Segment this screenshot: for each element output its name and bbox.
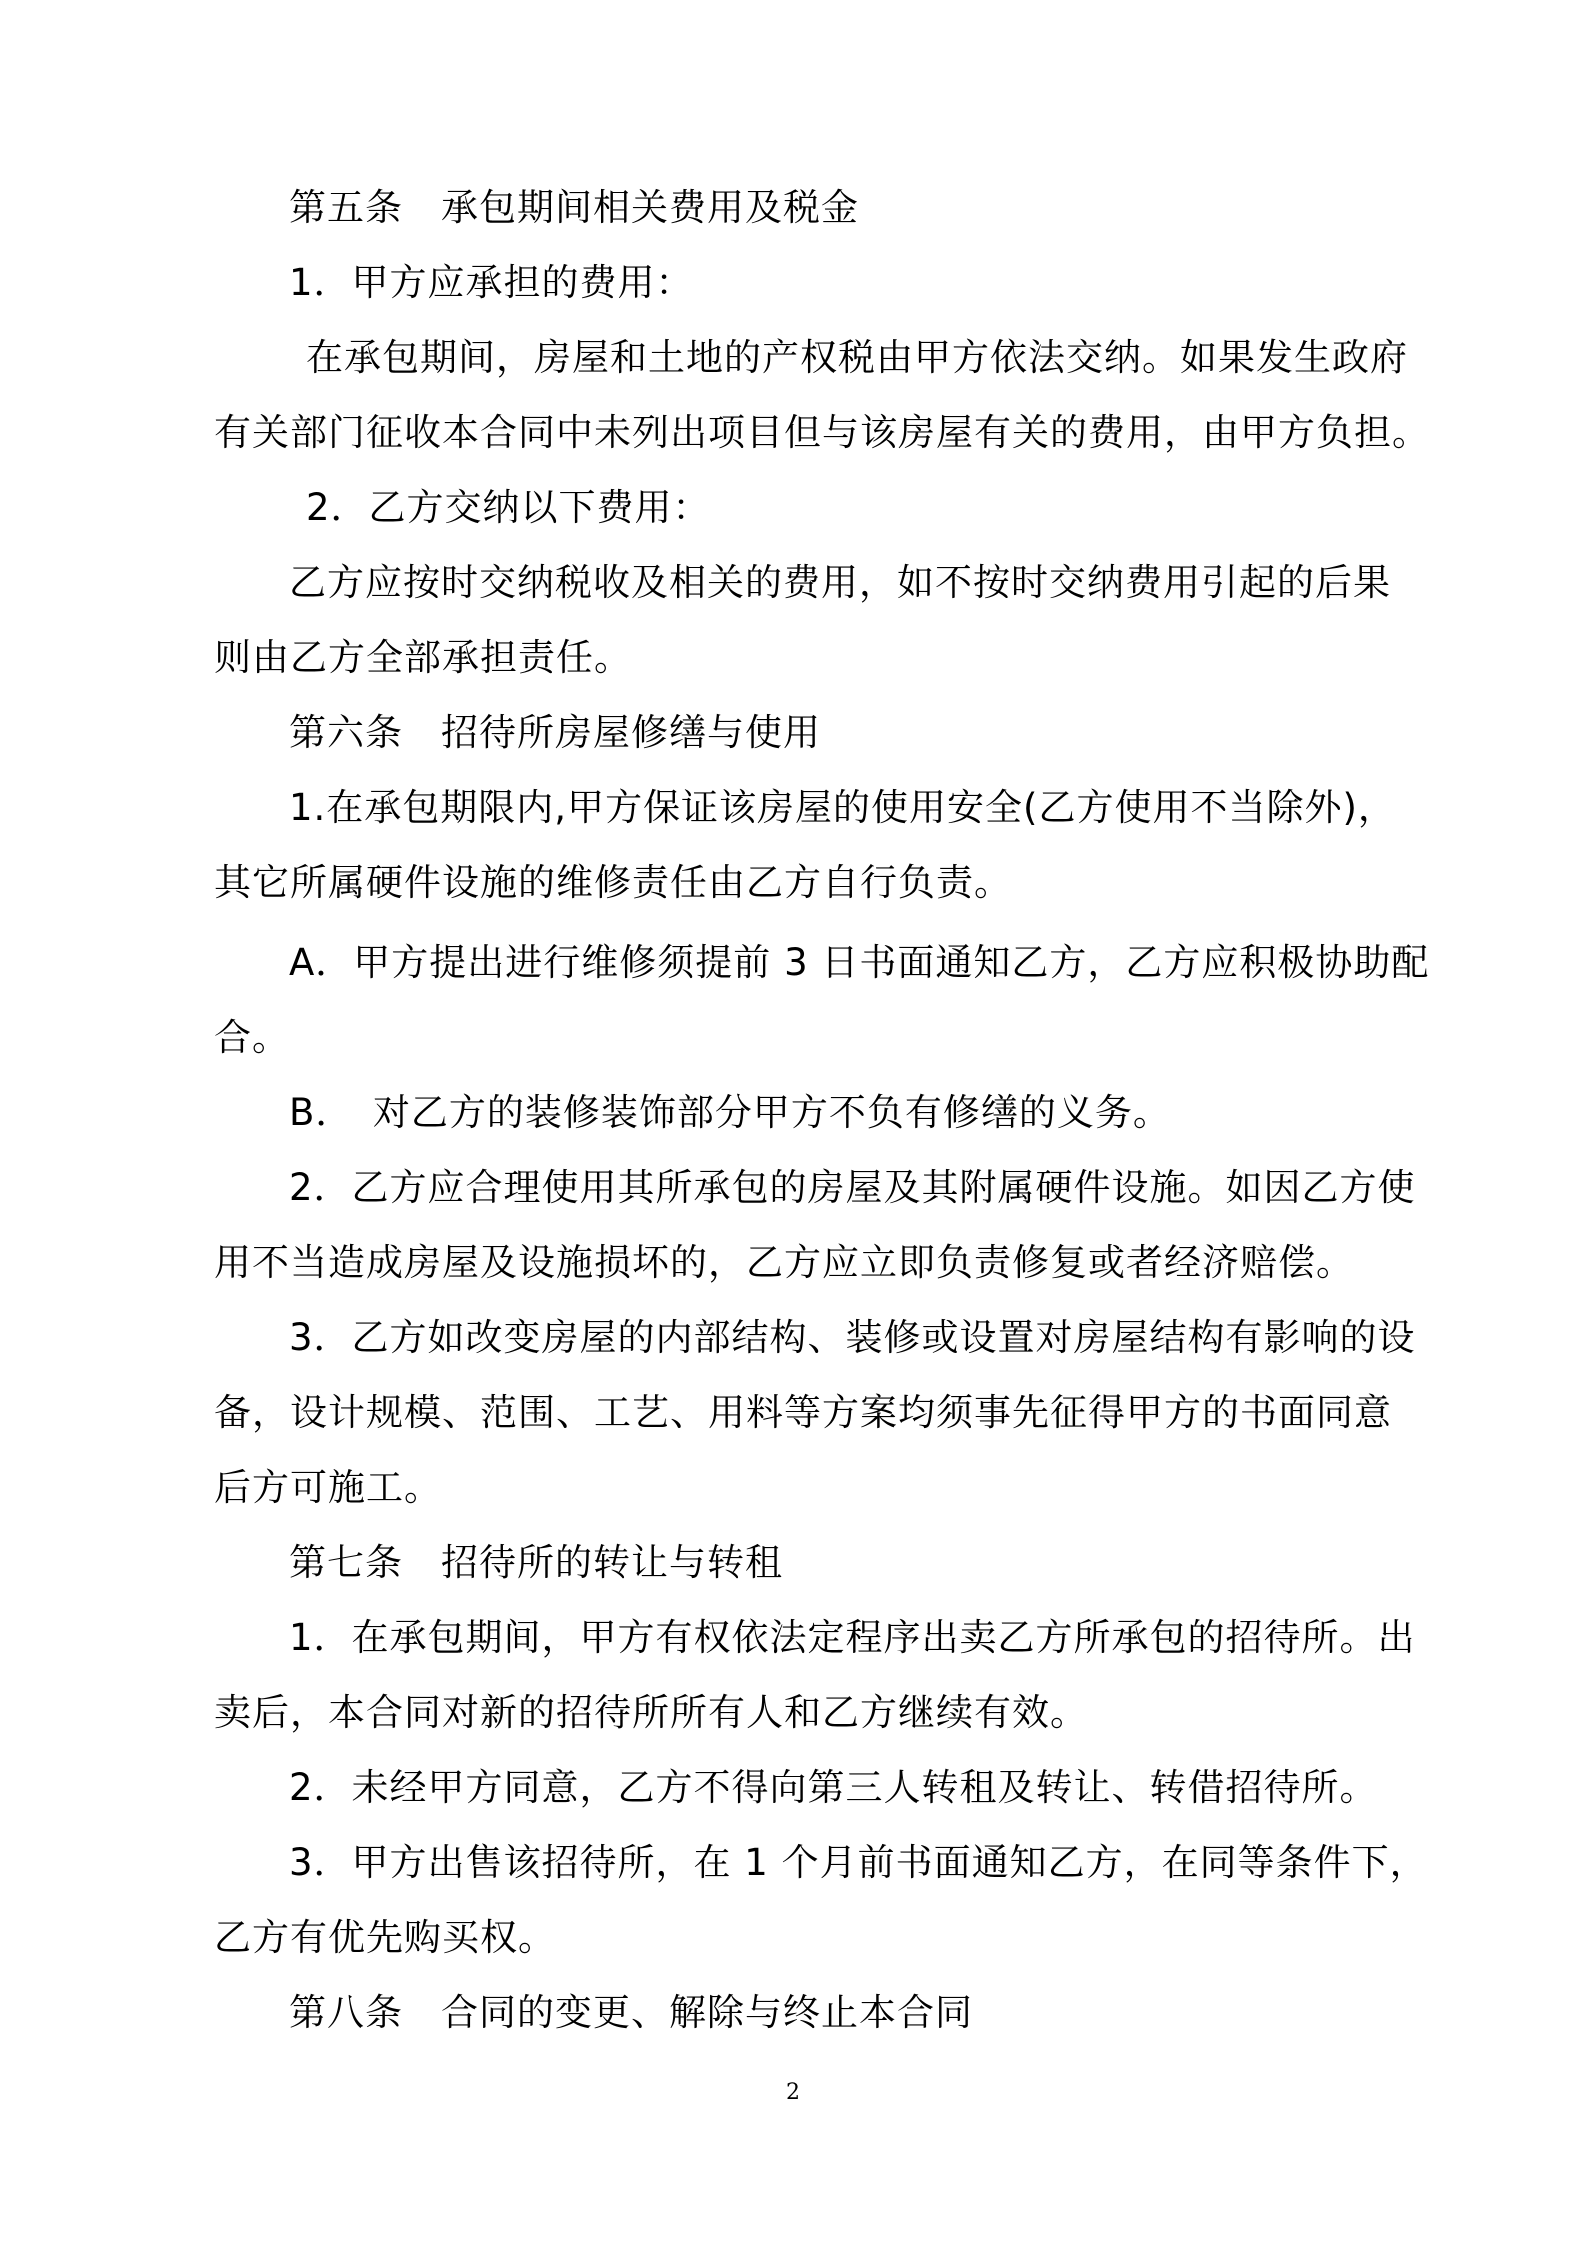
paragraph-line: 有关部门征收本合同中未列出项目但与该房屋有关的费用，由甲方负担。 xyxy=(214,411,1430,454)
paragraph-line: 卖后，本合同对新的招待所所有人和乙方继续有效。 xyxy=(214,1691,1088,1734)
paragraph-line: 用不当造成房屋及设施损坏的，乙方应立即负责修复或者经济赔偿。 xyxy=(214,1241,1354,1284)
paragraph-line: 则由乙方全部承担责任。 xyxy=(214,636,632,679)
paragraph-line: 1．在承包期间，甲方有权依法定程序出卖乙方所承包的招待所。出 xyxy=(289,1616,1416,1659)
paragraph-line: 2．乙方应合理使用其所承包的房屋及其附属硬件设施。如因乙方使 xyxy=(289,1166,1416,1209)
article-5-heading: 第五条 承包期间相关费用及税金 xyxy=(289,186,859,229)
paragraph-line: B． 对乙方的装修装饰部分甲方不负有修缮的义务。 xyxy=(289,1091,1171,1134)
paragraph-line: 2．乙方交纳以下费用： xyxy=(306,486,711,529)
article-6-heading: 第六条 招待所房屋修缮与使用 xyxy=(289,711,821,754)
paragraph-line: A．甲方提出进行维修须提前 3 日书面通知乙方，乙方应积极协助配 xyxy=(289,941,1430,984)
paragraph-line: 其它所属硬件设施的维修责任由乙方自行负责。 xyxy=(214,861,1012,904)
paragraph-line: 乙方应按时交纳税收及相关的费用，如不按时交纳费用引起的后果 xyxy=(289,561,1391,604)
paragraph-line: 3．乙方如改变房屋的内部结构、装修或设置对房屋结构有影响的设 xyxy=(289,1316,1416,1359)
paragraph-line: 3．甲方出售该招待所，在 1 个月前书面通知乙方，在同等条件下， xyxy=(289,1841,1428,1884)
article-8-heading: 第八条 合同的变更、解除与终止本合同 xyxy=(289,1991,973,2034)
paragraph-line: 2．未经甲方同意，乙方不得向第三人转租及转让、转借招待所。 xyxy=(289,1766,1378,1809)
page-number: 2 xyxy=(786,2080,800,2105)
paragraph-line: 后方可施工。 xyxy=(214,1466,442,1509)
paragraph-line: 乙方有优先购买权。 xyxy=(214,1916,556,1959)
paragraph-line: 1.在承包期限内,甲方保证该房屋的使用安全(乙方使用不当除外)， xyxy=(289,786,1396,829)
paragraph-line: 1．甲方应承担的费用： xyxy=(289,261,694,304)
article-7-heading: 第七条 招待所的转让与转租 xyxy=(289,1541,783,1584)
paragraph-line: 合。 xyxy=(214,1016,290,1059)
paragraph-line: 在承包期间，房屋和土地的产权税由甲方依法交纳。如果发生政府 xyxy=(306,336,1408,379)
paragraph-line: 备，设计规模、范围、工艺、用料等方案均须事先征得甲方的书面同意 xyxy=(214,1391,1392,1434)
